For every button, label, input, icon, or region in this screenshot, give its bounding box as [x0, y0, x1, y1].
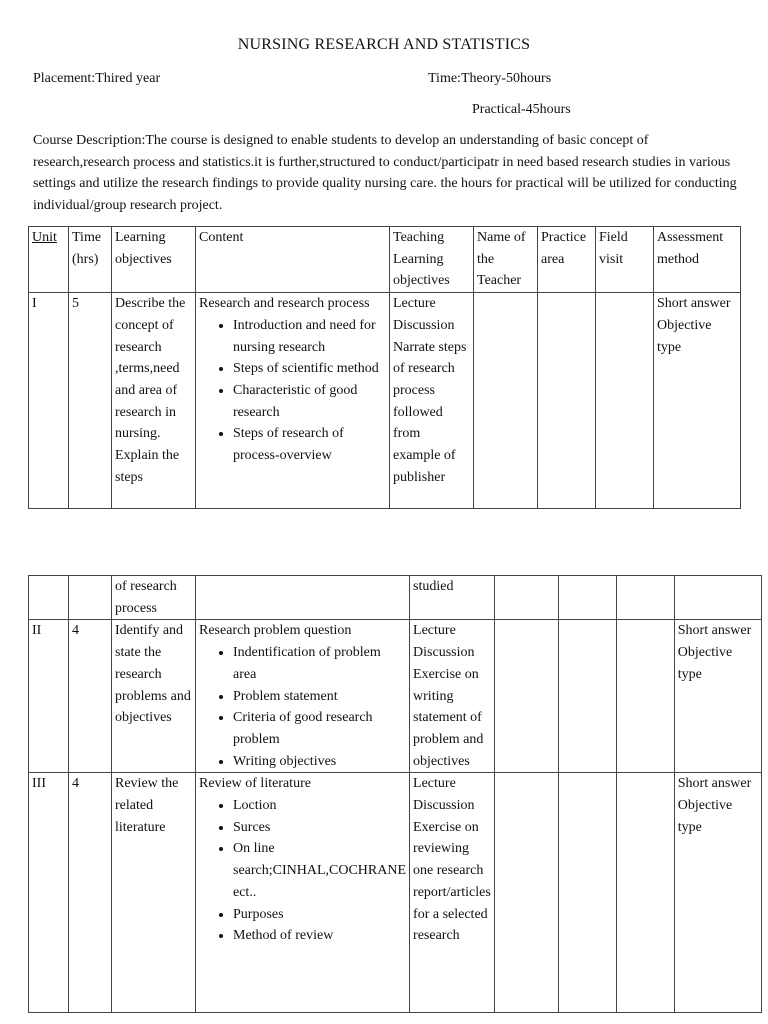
list-item: • Criteria of good research problem — [233, 707, 406, 750]
syllabus-table-part-1 — [28, 226, 741, 509]
content-list — [199, 315, 386, 467]
content-title: Research problem question — [199, 623, 352, 639]
cell-practice-area — [558, 620, 616, 773]
cell-unit: I — [29, 293, 69, 509]
cell-teaching: Lecture Discussion Narrate steps of research process followed from example of publisher — [390, 293, 474, 509]
content-title: Research and research process — [199, 296, 370, 312]
syllabus-table-part-2 — [28, 575, 762, 1013]
cell-content — [196, 576, 410, 620]
cell-teaching: Lecture Discussion Exercise on reviewing one research report/articles for a selected research — [410, 773, 495, 1013]
course-description: Course Description:The course is designed to enable students to develop an understanding of basic concept of research,research process and statistics.it is further,structured to conduct/participatr in need based research studies in various settings and utilize the research findings to provide quality nursing care. the hours for practical will be utilized for conducting individual/group research project. — [33, 133, 737, 213]
header-assessment: Assessment method — [654, 227, 741, 293]
table-header-row — [29, 227, 741, 293]
cell-assessment — [674, 576, 761, 620]
cell-content — [196, 293, 390, 509]
header-unit: Unit — [29, 227, 69, 293]
table-row — [29, 773, 762, 1013]
cell-teacher — [494, 620, 558, 773]
list-item: • Purposes — [233, 904, 406, 926]
list-item: • Introduction and need for nursing research — [233, 315, 386, 358]
header-teaching: Teaching Learning objectives — [390, 227, 474, 293]
cell-content — [196, 620, 410, 773]
cell-field-visit — [616, 576, 674, 620]
cell-objectives: Identify and state the research problems and objectives — [112, 620, 196, 773]
list-item: • Writing objectives — [233, 751, 406, 773]
cell-objectives: Describe the concept of research ,terms,need and area of research in nursing. Explain the steps — [112, 293, 196, 509]
list-item: • Loction — [233, 795, 406, 817]
cell-assessment: Short answer Objective type — [674, 620, 761, 773]
cell-unit: II — [29, 620, 69, 773]
cell-teaching: Lecture Discussion Exercise on writing statement of problem and objectives — [410, 620, 495, 773]
placement-text: Placement:Thired year — [33, 71, 161, 86]
content-title: Review of literature — [199, 776, 311, 792]
cell-assessment: Short answer Objective type — [674, 773, 761, 1013]
time-practical-text: Practical-45hours — [472, 102, 571, 117]
cell-time: 5 — [69, 293, 112, 509]
cell-assessment: Short answer Objective type — [654, 293, 741, 509]
list-item: • Surces — [233, 817, 406, 839]
cell-field-visit — [616, 620, 674, 773]
content-list — [199, 795, 406, 947]
header-field-visit: Field visit — [596, 227, 654, 293]
cell-teaching: studied — [410, 576, 495, 620]
table-row — [29, 576, 762, 620]
header-practice-area: Practice area — [538, 227, 596, 293]
cell-practice-area — [558, 576, 616, 620]
content-list — [199, 642, 406, 772]
list-item: • Problem statement — [233, 686, 406, 708]
cell-field-visit — [616, 773, 674, 1013]
cell-teacher — [494, 773, 558, 1013]
document-title: NURSING RESEARCH AND STATISTICS — [237, 36, 531, 53]
cell-objectives: of research process — [112, 576, 196, 620]
cell-time: 4 — [69, 773, 112, 1013]
cell-content — [196, 773, 410, 1013]
cell-practice-area — [538, 293, 596, 509]
cell-time: 4 — [69, 620, 112, 773]
cell-teacher — [494, 576, 558, 620]
cell-practice-area — [558, 773, 616, 1013]
list-item: • Steps of scientific method — [233, 358, 386, 380]
time-theory-text: Time:Theory-50hours — [428, 71, 552, 86]
cell-unit: III — [29, 773, 69, 1013]
table-row — [29, 293, 741, 509]
header-teacher: Name of the Teacher — [474, 227, 538, 293]
header-content: Content — [196, 227, 390, 293]
table-row — [29, 620, 762, 773]
header-time: Time (hrs) — [69, 227, 112, 293]
list-item: • Characteristic of good research — [233, 380, 386, 423]
cell-time — [69, 576, 112, 620]
header-learning-objectives: Learning objectives — [112, 227, 196, 293]
cell-teacher — [474, 293, 538, 509]
list-item: • Method of review — [233, 925, 406, 947]
list-item: • Indentification of problem area — [233, 642, 406, 685]
list-item: • On line search;CINHAL,COCHRANE ect.. — [233, 838, 406, 903]
cell-field-visit — [596, 293, 654, 509]
list-item: • Steps of research of process-overview — [233, 423, 386, 466]
cell-objectives: Review the related literature — [112, 773, 196, 1013]
cell-unit — [29, 576, 69, 620]
